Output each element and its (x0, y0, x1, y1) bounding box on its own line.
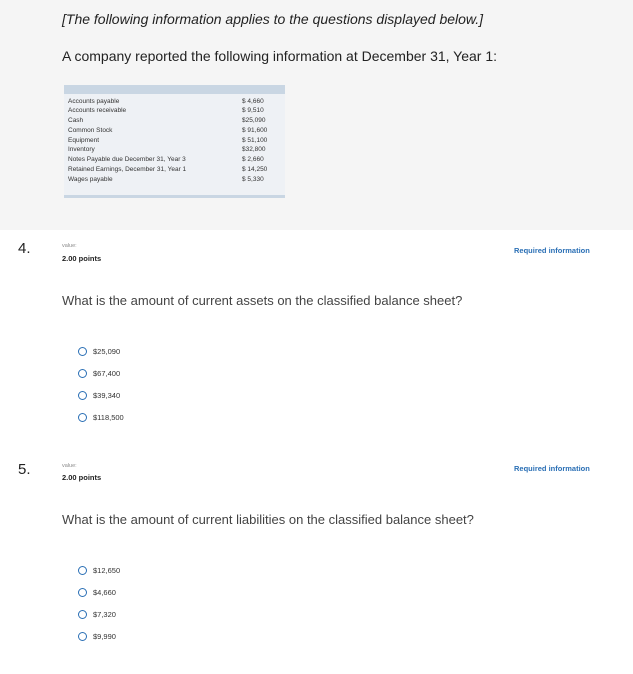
option-label: $12,650 (93, 565, 121, 575)
intro-text: A company reported the following information at December 31, Year 1: (62, 48, 498, 64)
table-row (64, 165, 285, 175)
row-label: Inventory (68, 146, 95, 153)
radio-button[interactable] (78, 588, 87, 597)
radio-button[interactable] (78, 369, 87, 378)
row-value: $ 14,250 (242, 166, 268, 173)
radio-button[interactable] (78, 413, 87, 422)
option-label: $7,320 (93, 609, 116, 619)
radio-button[interactable] (78, 566, 87, 575)
radio-button[interactable] (78, 632, 87, 641)
row-value: $25,090 (242, 117, 266, 124)
answer-option[interactable] (78, 389, 120, 401)
info-table (64, 85, 285, 198)
row-value: $ 51,100 (242, 137, 268, 144)
required-information-link[interactable]: Required information (514, 464, 590, 473)
table-row (64, 145, 285, 155)
radio-button[interactable] (78, 610, 87, 619)
table-row (64, 116, 285, 126)
row-label: Wages payable (68, 176, 113, 183)
table-row (64, 126, 285, 136)
option-label: $4,660 (93, 587, 116, 597)
answer-option[interactable] (78, 630, 116, 642)
row-label: Notes Payable due December 31, Year 3 (68, 156, 186, 163)
row-value: $ 9,510 (242, 107, 264, 114)
question-text: What is the amount of current assets on the classified balance sheet? (62, 293, 463, 308)
row-label: Cash (68, 117, 84, 124)
question-number: 4. (18, 240, 31, 257)
row-value: $ 4,660 (242, 98, 264, 105)
radio-button[interactable] (78, 347, 87, 356)
radio-button[interactable] (78, 391, 87, 400)
question-number: 5. (18, 461, 31, 478)
row-label: Equipment (68, 137, 100, 144)
question-text: What is the amount of current liabilities on the classified balance sheet? (62, 512, 474, 527)
answer-option[interactable] (78, 608, 116, 620)
row-value: $ 2,660 (242, 156, 264, 163)
table-header-bar (64, 85, 285, 94)
table-row (64, 106, 285, 116)
table-footer-bar (64, 195, 285, 198)
row-label: Retained Earnings, December 31, Year 1 (68, 166, 187, 173)
row-value: $ 91,600 (242, 127, 268, 134)
row-value: $ 5,330 (242, 176, 264, 183)
option-label: $39,340 (93, 390, 121, 400)
answer-option[interactable] (78, 367, 120, 379)
row-label: Accounts receivable (68, 107, 127, 114)
row-label: Common Stock (68, 127, 113, 134)
required-information-link[interactable]: Required information (514, 246, 590, 255)
table-row (64, 175, 285, 185)
row-value: $32,800 (242, 146, 266, 153)
value-label: value: (62, 243, 77, 249)
info-panel (0, 0, 633, 230)
table-row (64, 155, 285, 165)
intro-note: [The following information applies to the questions displayed below.] (62, 11, 484, 27)
answer-option[interactable] (78, 345, 120, 357)
option-label: $118,500 (93, 412, 124, 422)
value-label: value: (62, 463, 77, 469)
option-label: $9,990 (93, 631, 116, 641)
answer-option[interactable] (78, 411, 124, 423)
points-label: 2.00 points (62, 473, 102, 482)
option-label: $25,090 (93, 346, 121, 356)
answer-option[interactable] (78, 586, 116, 598)
answer-option[interactable] (78, 564, 120, 576)
option-label: $67,400 (93, 368, 121, 378)
row-label: Accounts payable (68, 98, 120, 105)
points-label: 2.00 points (62, 254, 102, 263)
